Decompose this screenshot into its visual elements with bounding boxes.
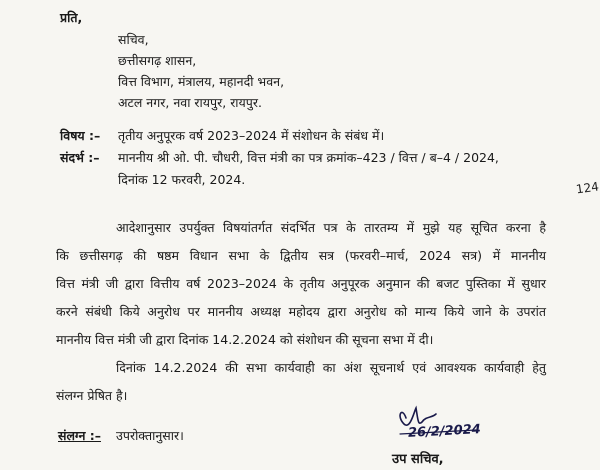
reference-line: माननीय श्री ओ. पी. चौधरी, वित्त मंत्री का पत्र क्रमांक–423 / वित्त / ब–4 / 2024, [118,150,499,165]
signature-date: 26/2/2024 [407,422,482,441]
body-line: आदेशानुसार उपर्युक्त विषयांतर्गत संदर्भित पत्र के तारतम्य में मुझे यह सूचित करना है [116,220,546,235]
signature-designation: उप सचिव, [392,452,444,467]
address-line: वित्त विभाग, मंत्रालय, महानदी भवन, [118,74,285,89]
body-line: दिनांक 14.2.2024 की सभा कार्यवाही का अंश सूचनार्थ एवं आवश्यक कार्यवाही हेतु [116,360,546,375]
body-line: वित्त मंत्री जी द्वारा वित्तीय वर्ष 2023–2024 के तृतीय अनुपूरक अनुमान की बजट पुस्तिका में सुधार [56,276,546,291]
margin-note: 124 [575,179,600,197]
to-label: प्रति, [60,10,83,25]
body-line: माननीय वित्त मंत्री जी द्वारा दिनांक 14.2.2024 को संशोधन की सूचना सभा में दी। [56,332,434,347]
body-line: करने संबंधी किये अनुरोध पर माननीय अध्यक्ष महोदय द्वारा अनुरोध को मान्य किये जाने के उपरांत [56,304,546,319]
reference-label: संदर्भ :– [60,150,100,165]
address-line: छत्तीसगढ़ शासन, [118,53,197,68]
body-line: संलग्न प्रेषित है। [56,388,128,403]
address-line: अटल नगर, नवा रायपुर, रायपुर. [118,95,262,110]
body-line: कि छत्तीसगढ़ की षष्ठम विधान सभा के द्वितीय सत्र (फरवरी–मार्च, 2024 सत्र) में माननीय [56,248,546,263]
subject-label: विषय :– [60,128,101,143]
enclosure-label: संलग्न :– [58,428,101,443]
subject-text: तृतीय अनुपूरक वर्ष 2023–2024 में संशोधन के संबंध में। [118,128,385,143]
reference-line: दिनांक 12 फरवरी, 2024. [118,172,246,187]
address-line: सचिव, [118,32,149,47]
enclosure-text: उपरोक्तानुसार। [116,428,184,443]
